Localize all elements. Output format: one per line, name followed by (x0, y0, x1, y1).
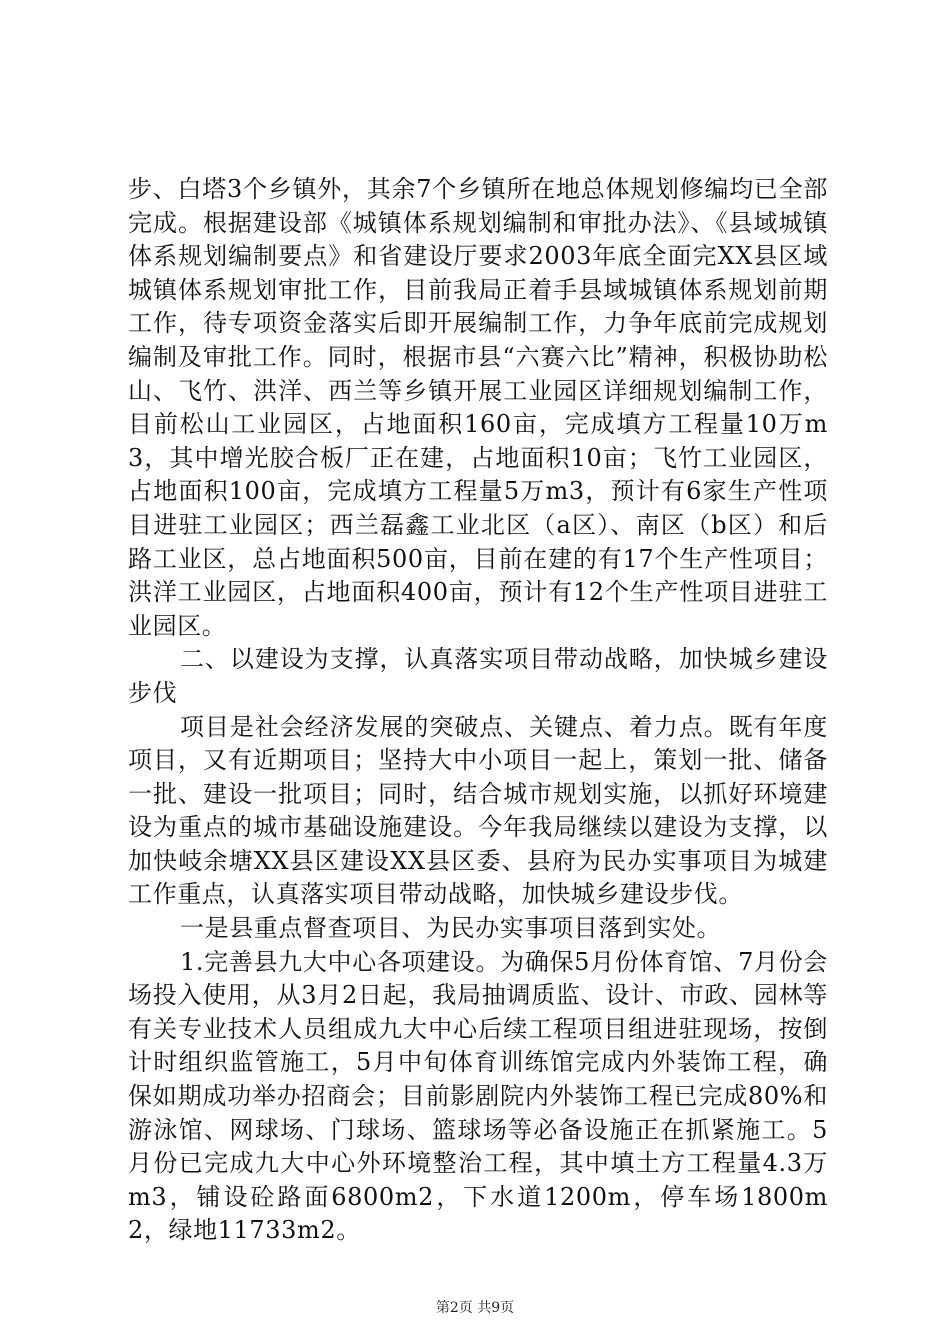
paragraph-nine-centers: 1.完善县九大中心各项建设。为确保5月份体育馆、7月份会场投入使用，从3月2日起，我局抽调质监、设计、市政、园林等有关专业技术人员组成九大中心后续工程项目组进驻现场，按倒计时组织监管施工，5月中旬体育训练馆完成内外装饰工程，确保如期成功举办招商会；目前影剧院内外装饰工程已完成80%和游泳馆、网球场、门球场、篮球场等必备设施正在抓紧施工。5月份已完成九大中心外环境整治工程，其中填土方工程量4.3万m3，铺设砼路面6800m2，下水道1200m，停车场1800m2，绿地11733m2。 (128, 947, 828, 1245)
document-body (128, 173, 828, 1248)
paragraph-project-strategy: 项目是社会经济发展的突破点、关键点、着力点。既有年度项目，又有近期项目；坚持大中小项目一起上，策划一批、储备一批、建设一批项目；同时，结合城市规划实施，以抓好环境建设为重点的城市基础设施建设。今年我局继续以建设为支撑，以加快岐余塘XX县区建设XX县区委、县府为民办实事项目为城建工作重点，认真落实项目带动战略，加快城乡建设步伐。 (128, 712, 828, 909)
paragraph-key-projects: 一是县重点督查项目、为民办实事项目落到实处。 (180, 914, 722, 943)
page-footer: 第2页 共9页 (435, 1300, 515, 1316)
paragraph-planning-progress: 步、白塔3个乡镇外，其余7个乡镇所在地总体规划修编均已全部完成。根据建设部《城镇体系规划编制和审批办法》、《县域城镇体系规划编制要点》和省建设厅要求2003年底全面完XX县区域城镇体系规划审批工作，目前我局正着手县域城镇体系规划前期工作，待专项资金落实后即开展编制工作，力争年底前完成规划编制及审批工作。同时，根据市县“六赛六比”精神，积极协助松山、飞竹、洪洋、西兰等乡镇开展工业园区详细规划编制工作，目前松山工业园区，占地面积160亩，完成填方工程量10万m3，其中增光胶合板厂正在建，占地面积10亩；飞竹工业园区，占地面积100亩，完成填方工程量5万m3，预计有6家生产性项目进驻工业园区；西兰磊鑫工业北区（a区）、南区（b区）和后路工业区，总占地面积500亩，目前在建的有17个生产性项目；洪洋工业园区，占地面积400亩，预计有12个生产性项目进驻工业园区。 (128, 175, 828, 640)
section-heading-construction: 二、以建设为支撑，认真落实项目带动战略，加快城乡建设步伐 (128, 645, 828, 707)
